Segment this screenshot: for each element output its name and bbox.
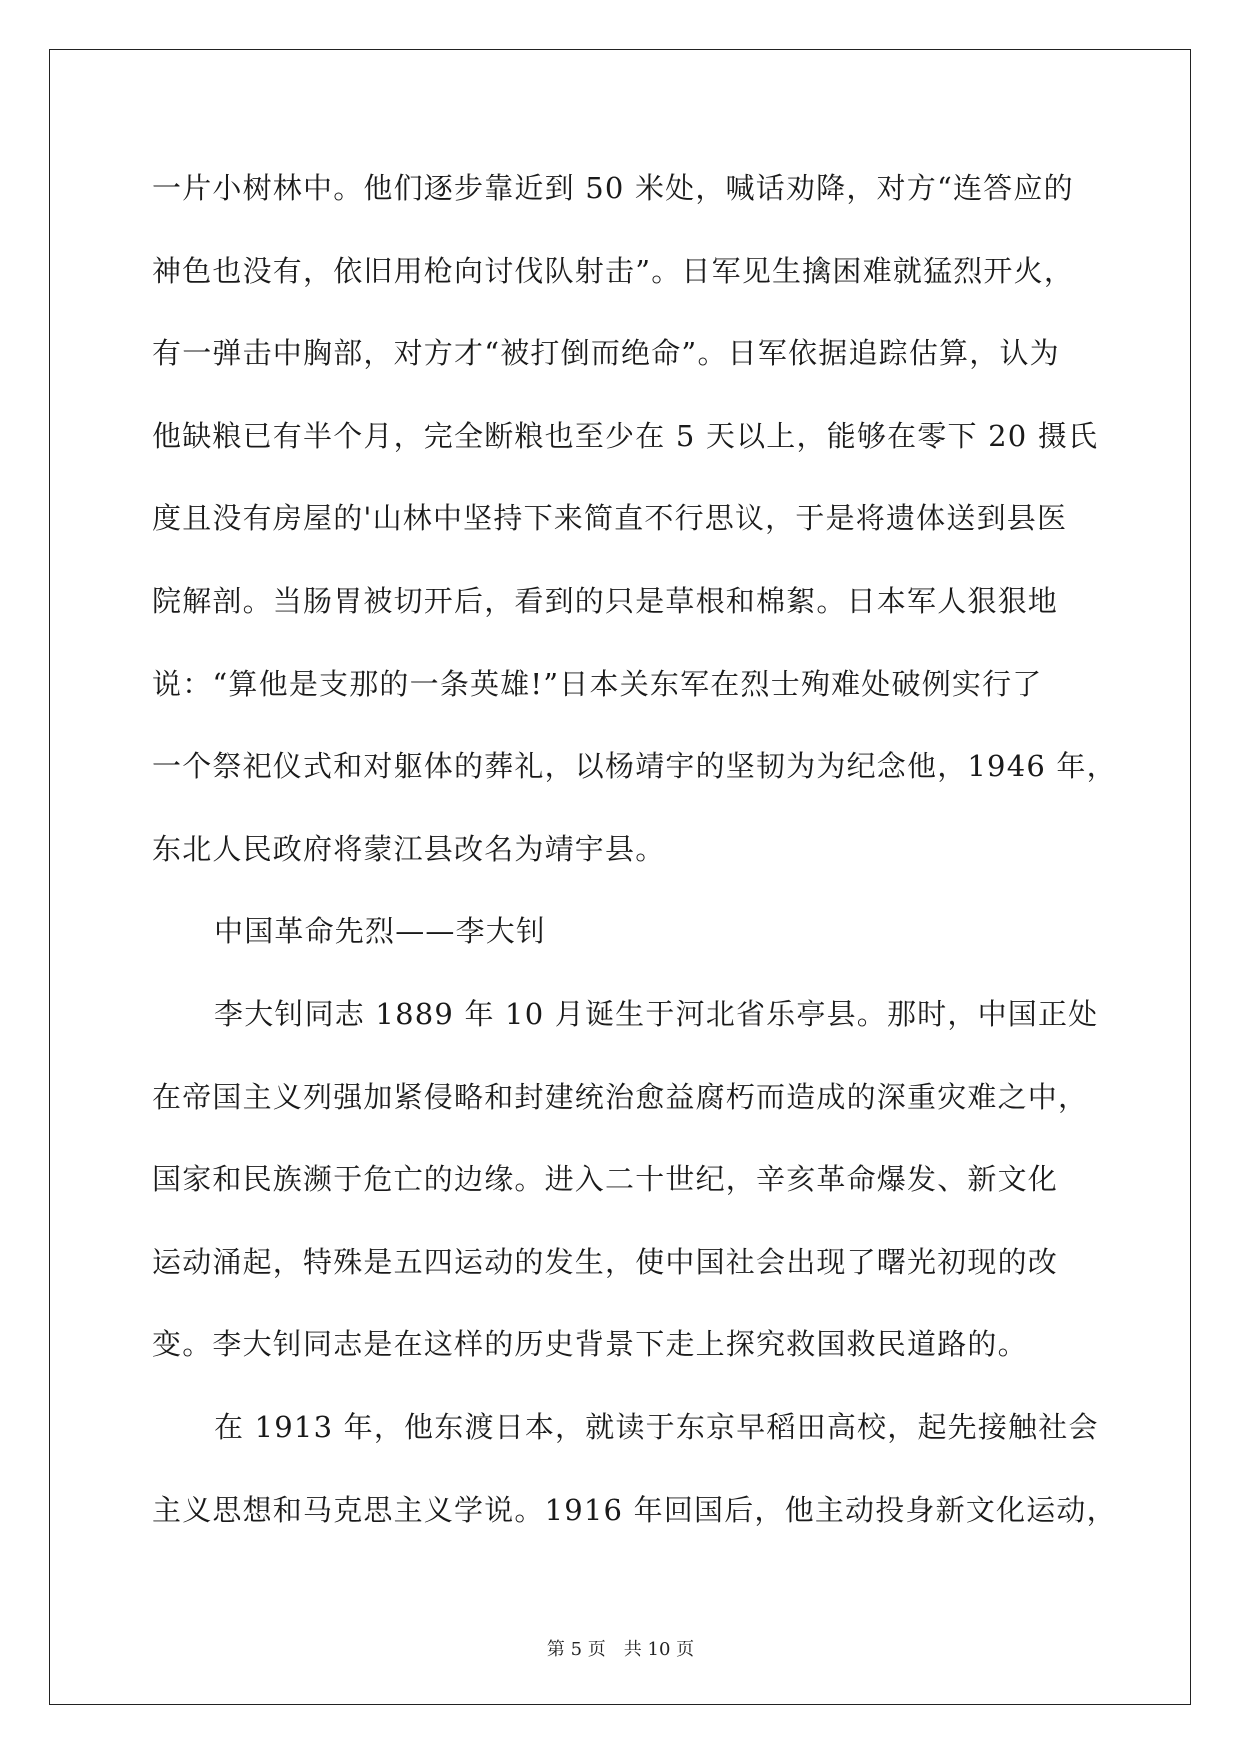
text-line: 神色也没有，依旧用枪向讨伐队射击”。日军见生擒困难就猛烈开火， xyxy=(152,253,1075,288)
text-line: 有一弹击中胸部，对方才“被打倒而绝命”。日军依据追踪估算，认为 xyxy=(152,336,1060,371)
page-number-footer: 第 5 页 共 10 页 xyxy=(546,1639,695,1660)
text-line: 主义思想和马克思主义学说。1916 年回国后，他主动投身新文化运动， xyxy=(152,1492,1117,1527)
text-line: 院解剖。当肠胃被切开后，看到的只是草根和棉絮。日本军人狠狠地 xyxy=(152,583,1059,618)
text-line: 变。李大钊同志是在这样的历史背景下走上探究救国救民道路的。 xyxy=(152,1327,1028,1362)
text-line: 在帝国主义列强加紧侵略和封建统治愈益腐朽而造成的深重灾难之中， xyxy=(152,1079,1089,1114)
text-line: 说：“算他是支那的一条英雄!”日本关东军在烈士殉难处破例实行了 xyxy=(152,666,1043,701)
text-line: 在 1913 年，他东渡日本，就读于东京早稻田高校，起先接触社会 xyxy=(214,1409,1099,1444)
text-line: 国家和民族濒于危亡的边缘。进入二十世纪，辛亥革命爆发、新文化 xyxy=(152,1162,1059,1197)
text-line: 一片小树林中。他们逐步靠近到 50 米处，喊话劝降，对方“连答应的 xyxy=(152,171,1074,205)
document-body xyxy=(152,165,1117,1569)
text-line: 他缺粮已有半个月，完全断粮也至少在 5 天以上，能够在零下 20 摄氏 xyxy=(152,418,1099,453)
text-line: 度且没有房屋的'山林中坚持下来简直不行思议，于是将遗体送到县医 xyxy=(152,501,1068,536)
text-line: 东北人民政府将蒙江县改名为靖宇县。 xyxy=(152,831,666,866)
text-line: 运动涌起，特殊是五四运动的发生，使中国社会出现了曙光初现的改 xyxy=(152,1244,1059,1279)
section-heading: 中国革命先烈——李大钊 xyxy=(214,914,547,949)
text-line: 一个祭祀仪式和对躯体的葬礼，以杨靖宇的坚韧为为纪念他，1946 年， xyxy=(152,749,1117,784)
text-line: 李大钊同志 1889 年 10 月诞生于河北省乐亭县。那时，中国正处 xyxy=(214,996,1099,1031)
